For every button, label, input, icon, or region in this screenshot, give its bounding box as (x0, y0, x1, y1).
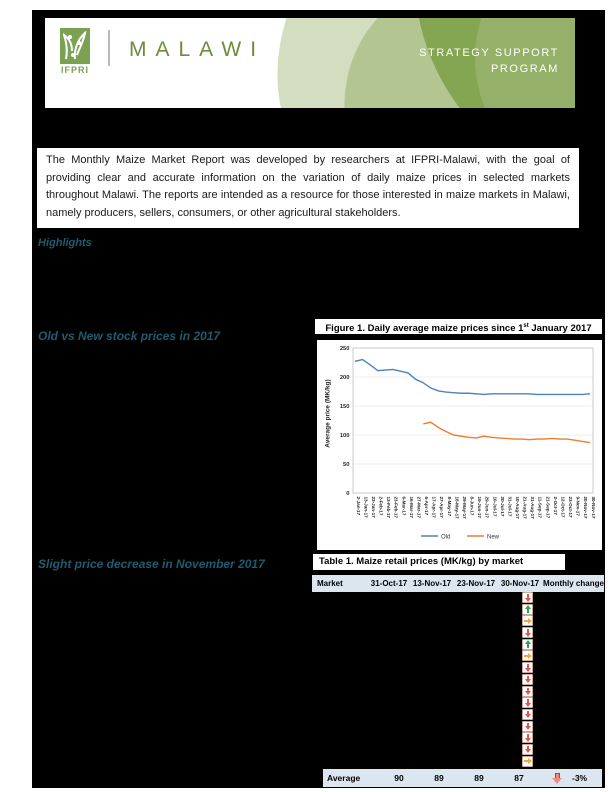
average-label: Average (327, 773, 361, 783)
average-change-percent: -3% (572, 773, 588, 783)
svg-text:23-Oct-17: 23-Oct-17 (568, 496, 574, 518)
svg-text:Old: Old (441, 534, 451, 541)
svg-text:13-Feb-17: 13-Feb-17 (386, 496, 392, 518)
right-arrow-icon (522, 756, 533, 767)
svg-text:23-Jan-17: 23-Jan-17 (370, 496, 376, 518)
svg-text:6-Mar-17: 6-Mar-17 (401, 496, 407, 516)
down-arrow-icon (522, 721, 533, 732)
table-average-row (322, 768, 603, 788)
table-row (312, 592, 604, 604)
svg-text:31-Jul-17: 31-Jul-17 (507, 496, 513, 517)
content-area (32, 10, 605, 788)
table-row (312, 639, 604, 651)
svg-text:21-Sep-17: 21-Sep-17 (545, 496, 551, 519)
table-header-row (312, 574, 604, 593)
program-line1: STRATEGY SUPPORT (419, 47, 559, 59)
chart-canvas (317, 340, 602, 550)
svg-text:17-Apr-17: 17-Apr-17 (431, 496, 437, 518)
table-row (312, 732, 604, 744)
col-monthly-change: Monthly change (543, 579, 604, 588)
svg-text:21-Aug-17: 21-Aug-17 (522, 496, 528, 519)
svg-text:20-Jul-17: 20-Jul-17 (499, 496, 505, 517)
svg-text:10-Jul-17: 10-Jul-17 (492, 496, 498, 517)
section-heading-old-vs-new: Old vs New stock prices in 2017 (38, 329, 221, 343)
average-value-4: 87 (514, 773, 524, 783)
svg-text:27-Apr-17: 27-Apr-17 (439, 496, 445, 518)
table-row (312, 686, 604, 698)
col-market: Market (317, 579, 343, 588)
svg-text:2-Oct-17: 2-Oct-17 (552, 496, 558, 515)
program-title (419, 45, 559, 77)
price-chart (317, 340, 602, 550)
down-arrow-icon (522, 662, 533, 673)
average-value-1: 90 (394, 773, 404, 783)
col-date-1: 31-Oct-17 (370, 579, 408, 588)
table-row (312, 650, 604, 662)
svg-text:2-Jan-17: 2-Jan-17 (355, 496, 361, 516)
svg-text:13-Jan-17: 13-Jan-17 (363, 496, 369, 518)
svg-text:50: 50 (343, 462, 350, 469)
up-arrow-icon (522, 604, 533, 615)
ifpri-logo-icon (60, 28, 90, 64)
svg-text:New: New (487, 534, 500, 541)
svg-text:11-Sep-17: 11-Sep-17 (537, 496, 543, 518)
up-arrow-icon (522, 639, 533, 650)
country-title: MALAWI (129, 38, 266, 61)
down-arrow-icon (522, 744, 533, 755)
table-body (312, 592, 604, 767)
down-arrow-icon (522, 732, 533, 743)
svg-text:18-May-17: 18-May-17 (454, 496, 460, 519)
table-row (312, 604, 604, 616)
section-heading-price-decrease: Slight price decrease in November 2017 (38, 557, 265, 571)
svg-text:8-Jun-17: 8-Jun-17 (469, 496, 475, 516)
table-row (312, 709, 604, 721)
chart-y-axis-label: Average price (MK/kg) (324, 379, 332, 448)
svg-text:16-Mar-17: 16-Mar-17 (408, 496, 414, 518)
down-arrow-icon (522, 592, 533, 603)
table-row (312, 627, 604, 639)
svg-text:31-Aug-17: 31-Aug-17 (530, 496, 536, 519)
svg-text:29-May-17: 29-May-17 (461, 496, 467, 519)
table-row (312, 744, 604, 756)
down-arrow-icon (522, 674, 533, 685)
logo-divider (108, 30, 110, 66)
col-date-4: 30-Nov-17 (500, 579, 540, 588)
table-row (312, 615, 604, 627)
table-row (312, 721, 604, 733)
svg-text:27-Mar-17: 27-Mar-17 (416, 496, 422, 518)
table-title: Table 1. Maize retail prices (MK/kg) by market (313, 554, 565, 570)
svg-text:150: 150 (339, 404, 350, 411)
table-row (312, 697, 604, 709)
average-value-2: 89 (434, 773, 444, 783)
down-arrow-icon (522, 709, 533, 720)
col-date-2: 13-Nov-17 (412, 579, 452, 588)
figure-title: Figure 1. Daily average maize prices since 1st January 2017 (314, 318, 603, 335)
svg-text:9-Nov-17: 9-Nov-17 (575, 496, 581, 516)
svg-text:250: 250 (339, 346, 350, 353)
average-down-arrow-icon (551, 772, 562, 784)
header-banner (45, 18, 575, 108)
svg-text:100: 100 (339, 433, 350, 440)
col-date-3: 23-Nov-17 (456, 579, 496, 588)
right-arrow-icon (522, 650, 533, 661)
svg-text:29-Jun-17: 29-Jun-17 (484, 496, 490, 518)
program-line2: PROGRAM (490, 63, 559, 75)
down-arrow-icon (522, 686, 533, 697)
svg-text:2-Feb-17: 2-Feb-17 (378, 496, 384, 516)
table-row (312, 674, 604, 686)
down-arrow-icon (522, 627, 533, 638)
svg-text:6-Apr-17: 6-Apr-17 (424, 496, 430, 516)
highlights-heading: Highlights (38, 237, 92, 249)
svg-text:200: 200 (339, 375, 350, 382)
svg-text:8-May-17: 8-May-17 (446, 496, 452, 517)
svg-text:23-Feb-17: 23-Feb-17 (393, 496, 399, 518)
svg-text:20-Nov-17: 20-Nov-17 (583, 496, 589, 519)
average-value-3: 89 (474, 773, 484, 783)
down-arrow-icon (522, 697, 533, 708)
svg-text:19-Jun-17: 19-Jun-17 (477, 496, 483, 518)
svg-text:0: 0 (346, 491, 350, 498)
svg-text:10-Aug-17: 10-Aug-17 (514, 496, 520, 519)
intro-paragraph: The Monthly Maize Market Report was developed by researchers at IFPRI-Malawi, with the goal of providing clear and accurate information on the variation of daily maize prices in selected markets throughout Malawi. The reports are intended as a resource for those interested in maize markets in Malawi, namely producers, sellers, consumers, or other agricultural stakeholders. (35, 146, 581, 230)
ifpri-logo-label: IFPRI (60, 65, 89, 75)
right-arrow-icon (522, 615, 533, 626)
table-row (312, 662, 604, 674)
svg-text:30-Nov-17: 30-Nov-17 (590, 496, 596, 519)
table-row (312, 756, 604, 768)
svg-text:12-Oct-17: 12-Oct-17 (560, 496, 566, 518)
